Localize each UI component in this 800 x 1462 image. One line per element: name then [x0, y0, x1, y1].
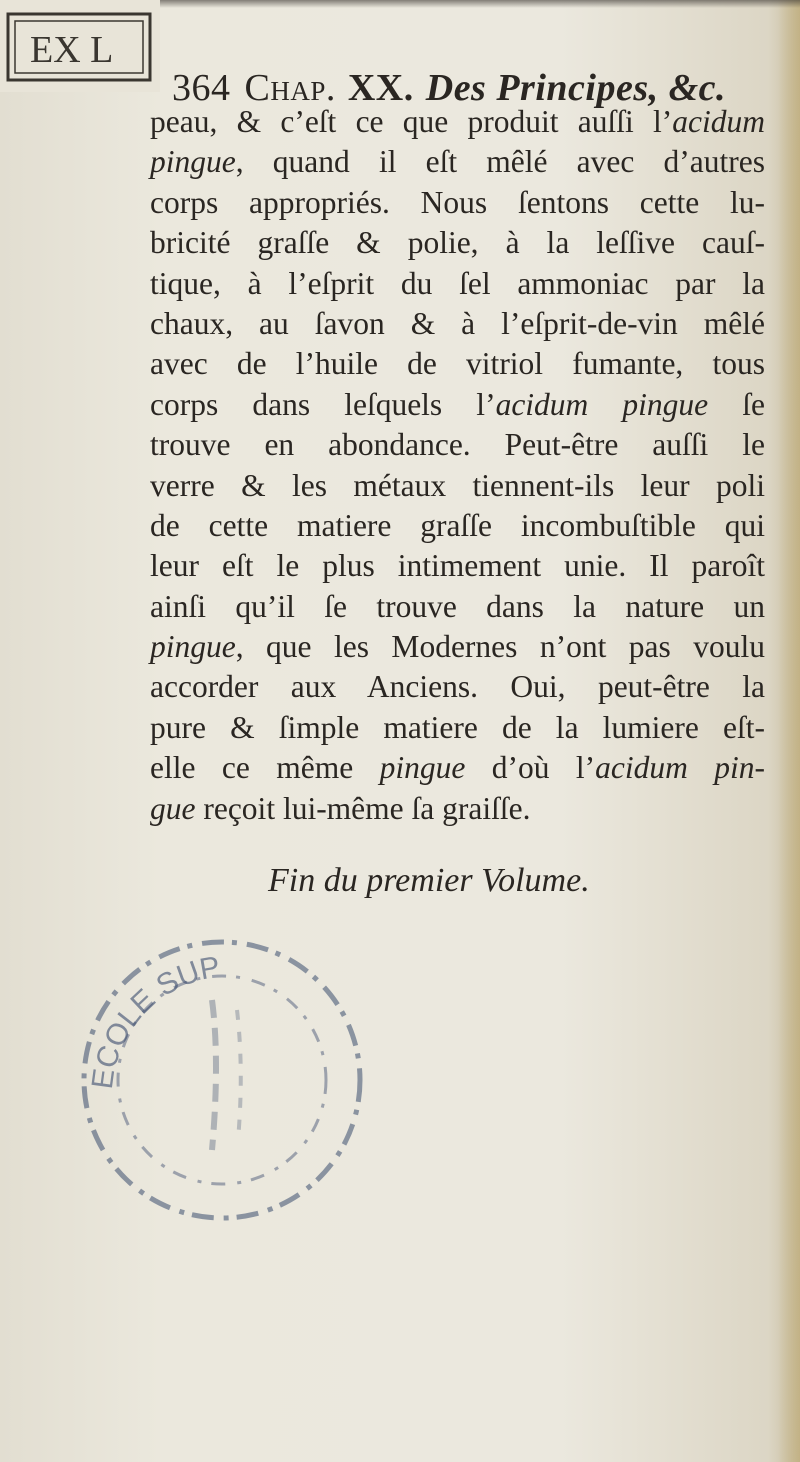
text-run: leur eſt le plus intimement unie. Il paroît: [150, 548, 765, 584]
text-line: [150, 264, 765, 304]
page-edge: [778, 0, 800, 1462]
text-line: [150, 748, 765, 788]
italic-term: acidum: [672, 104, 765, 139]
italic-term: acidum pin-: [595, 750, 765, 786]
text-run: peau, & c’eſt ce que produit auſſi l’: [150, 104, 673, 139]
ex-libris-text: EX L: [30, 29, 114, 71]
svg-text:ECOLE SUP: [86, 951, 223, 1091]
text-line: [150, 708, 765, 748]
text-line: [150, 142, 765, 182]
text-run: de cette matiere graſſe incombuſtible qui: [150, 507, 765, 543]
text-run: bricité graſſe & polie, à la leſſive cauſ-: [150, 225, 765, 261]
text-run: avec de l’huile de vitriol fumante, tous: [150, 346, 765, 382]
page-number: 364: [172, 67, 231, 109]
text-run: verre & les métaux tiennent-ils leur poli: [150, 467, 765, 503]
text-run: pure & ſimple matiere de la lumiere eſt-: [150, 709, 765, 745]
text-line: [150, 789, 765, 829]
italic-term: gue: [150, 790, 196, 826]
text-run: tique, à l’eſprit du ſel ammoniac par la: [150, 265, 765, 301]
text-run: trouve en abondance. Peut-être auſſi le: [150, 427, 765, 463]
chapter-number: XX.: [347, 67, 414, 109]
text-line: [150, 627, 765, 667]
italic-term: pingue: [379, 750, 466, 786]
ex-libris-label: [0, 0, 160, 92]
running-title: Des Principes, &c.: [425, 67, 727, 109]
text-run: , que les Modernes n’ont pas voulu: [235, 629, 765, 665]
closing-line: Fin du premier Volume.: [268, 862, 590, 899]
stamp-text: ECOLE SUP: [85, 950, 223, 1091]
text-run: , quand il eſt mêlé avec d’autres: [235, 144, 765, 180]
text-line: [150, 223, 765, 263]
text-run: ſe: [708, 386, 766, 422]
text-run: corps appropriés. Nous ſentons cette lu-: [150, 184, 765, 220]
chapter-label: Chap.: [244, 67, 336, 109]
body-text: [150, 102, 765, 829]
text-line: [150, 385, 765, 425]
text-line: [150, 466, 765, 506]
text-run: chaux, au ſavon & à l’eſprit-de-vin mêlé: [150, 305, 765, 341]
text-run: elle ce même: [150, 750, 380, 786]
text-line: [150, 667, 765, 707]
text-line: [150, 304, 765, 344]
text-line: [150, 183, 765, 223]
text-run: d’où l’: [465, 750, 596, 786]
text-line: [150, 587, 765, 627]
italic-term: acidum pingue: [495, 386, 709, 422]
library-stamp: [62, 920, 382, 1240]
italic-term: pingue: [150, 629, 236, 665]
text-line: [150, 102, 765, 142]
text-line: [150, 344, 765, 384]
text-run: ainſi qu’il ſe trouve dans la nature un: [150, 588, 765, 624]
text-line: [150, 506, 765, 546]
text-line: [150, 546, 765, 586]
text-run: accorder aux Anciens. Oui, peut-être la: [150, 669, 765, 705]
italic-term: pingue: [150, 144, 236, 180]
text-line: [150, 425, 765, 465]
text-run: corps dans leſquels l’: [150, 386, 496, 422]
text-run: reçoit lui-même ſa graiſſe.: [195, 790, 531, 826]
